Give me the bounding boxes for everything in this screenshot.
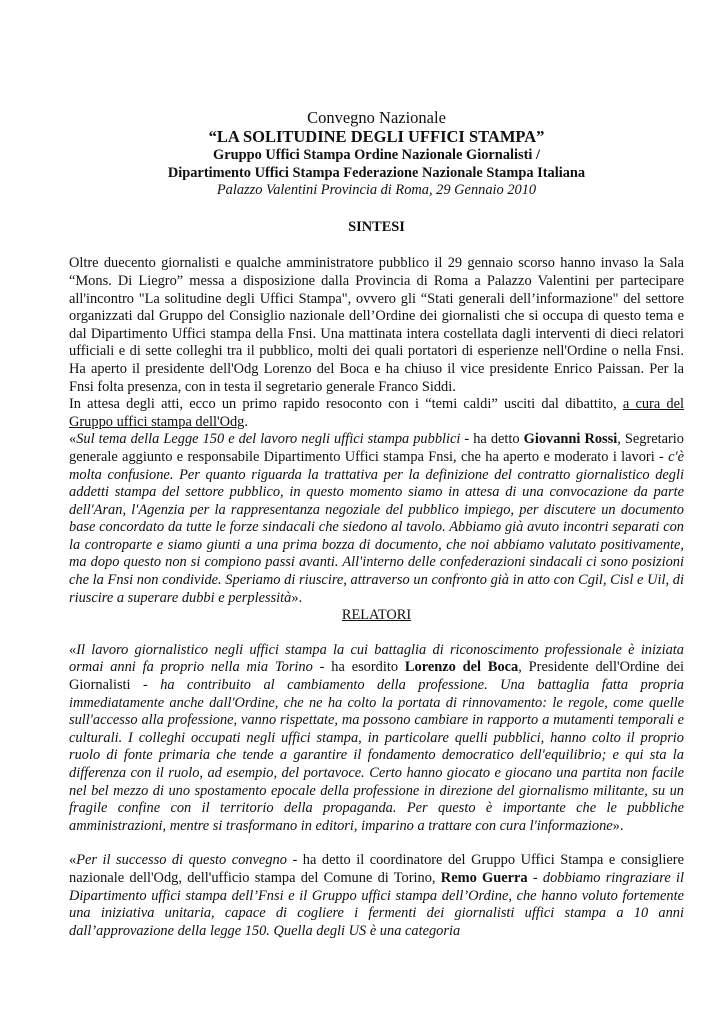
guerra-name: Remo Guerra [440,869,528,886]
boca-attribution-2: , Presidente dell'Ordine dei Giornalisti - [69,659,684,694]
atti-link[interactable]: a cura del Gruppo uffici stampa dell'Odg [69,396,684,430]
rossi-quote-2: c'è molta confusione. Per quanto riguarda la trattativa per la definizione del contratto giornalistico degli addetti stampa del settore pubblico, in questo momento siamo in attesa di una convocazione da parte dell'Aran, l'Agenzia per la rappresentanza negoziale del pubblico impiego, per discutere un documento base concordato da tutte le forze sindacali che siedono al tavolo. Abbiamo già avuto incontri separati con la controparte e siamo giunti a una prima bozza di documento, che noi abbiamo valutato positivamente, ma dopo questo non si compiono passi avanti. All'interno delle confederazioni sindacali ci sono posizioni che la Fnsi non condivide. Speriamo di riuscire, attraverso un confronto già in atto con Cgil, Cisl e Uil, di riuscire a superare dubbi e perplessità [69,448,684,606]
atti-end: . [244,413,248,430]
boca-attribution-1: - ha esordito [312,659,405,676]
atti-paragraph [69,396,684,431]
boca-quote-1: Il lavoro giornalistico negli uffici stampa la cui battaglia di riconoscimento professionale è iniziata ormai anni fa proprio nella mia Torino [69,641,684,676]
quote-close: ». [291,589,303,606]
guerra-quote-2: dobbiamo ringraziare il Dipartimento uffici stampa dell’Fnsi e il Gruppo uffici stampa dell’Ordine, che hanno voluto fortemente una iniziativa unitaria, capace di cogliere i fermenti dei giornalisti uffici stampa a 10 anni dall’approvazione della legge 150. Quella degli US è una categoria [69,869,684,939]
rossi-quote-1: Sul tema della Legge 150 e del lavoro negli uffici stampa pubblici [76,431,461,448]
venue-date: Palazzo Valentini Provincia di Roma, 29 Gennaio 2010 [216,182,537,199]
event-type: Convegno Nazionale [307,108,446,127]
rossi-paragraph [69,431,684,607]
guerra-attribution-2: - [527,869,543,886]
organizer-line-2: Dipartimento Uffici Stampa Federazione Nazionale Stampa Italiana [167,164,586,181]
quote-close: ». [612,817,624,834]
boca-paragraph [69,642,684,836]
rossi-attribution-1: - ha detto [460,431,524,448]
sintesi-heading: SINTESI [348,218,405,235]
event-title: “LA SOLITUDINE DEGLI UFFICI STAMPA” [208,127,545,146]
guerra-paragraph [69,852,684,940]
organizer-line-1: Gruppo Uffici Stampa Ordine Nazionale Giornalisti / [213,147,540,163]
quote-open: « [69,641,77,658]
relatori-heading: RELATORI [341,607,412,624]
guerra-attribution-1: - ha detto il coordinatore del Gruppo Uffici Stampa e consigliere nazionale dell'Odg, dell'ufficio stampa del Comune di Torino, [69,852,684,886]
quote-open: « [69,431,77,448]
guerra-quote-1: Per il successo di questo convegno [76,852,287,869]
boca-quote-2: ha contribuito al cambiamento della professione. Una battaglia fatta propria immediatamente anche dall'Ordine, che ne ha colto la portata di rinnovamento: le regole, come quelle sull'accesso alla professione, vanno rispettate, ma possono cambiare in rapporto a mutamenti temporali e culturali. I colleghi occupati negli uffici stampa, in particolare quelli pubblici, hanno colto il proprio ruolo di fonte primaria che tende a garantire il fondamento democratico dell'equilibrio; e qui sta la differenza con il ruolo, ad esempio, del portavoce. Certo hanno giocato e giocano una partita non facile nel bel mezzo di uno spostamento epocale della professione in direzione del giornalismo militante, su un fragile confine con il territorio della propaganda. Per questo è importante che le pubbliche amministrazioni, mentre si trasformano in editori, imparino a trattare con cura l'informazione [69,677,684,834]
rossi-attribution-2: , Segretario generale aggiunto e responsabile Dipartimento Uffici stampa Fnsi, che ha aperto e moderato i lavori - [69,431,684,465]
atti-text: In attesa degli atti, ecco un primo rapido resoconto con i “temi caldi” usciti dal dibattito, [69,396,623,413]
rossi-name: Giovanni Rossi [523,431,618,448]
boca-name: Lorenzo del Boca [404,659,519,676]
quote-open: « [69,852,77,869]
intro-paragraph: Oltre duecento giornalisti e qualche amministratore pubblico il 29 gennaio scorso hanno invaso la Sala “Mons. Di Liegro” messa a disposizione dalla Provincia di Roma a Palazzo Valentini per partecipare all'incontro "La solitudine degli Uffici Stampa", ovvero gli “Stati generali dell’informazione" del settore organizzati dal Gruppo del Consiglio nazionale dell’Ordine dei giornalisti che si occupa di questo tema e dal Dipartimento Uffici stampa della Fnsi. Una mattinata intera costellata dagli interventi di dieci relatori ufficiali e di sette colleghi tra il pubblico, molti dei quali portatori di esperienze nell'Ordine o nella Fnsi. Ha aperto il presidente dell'Odg Lorenzo del Boca e ha chiuso il vice presidente Enrico Paissan. Per la Fnsi folta presenza, con in testa il segretario generale Franco Siddi. [69,255,684,395]
paragraph-spacer [69,835,684,852]
